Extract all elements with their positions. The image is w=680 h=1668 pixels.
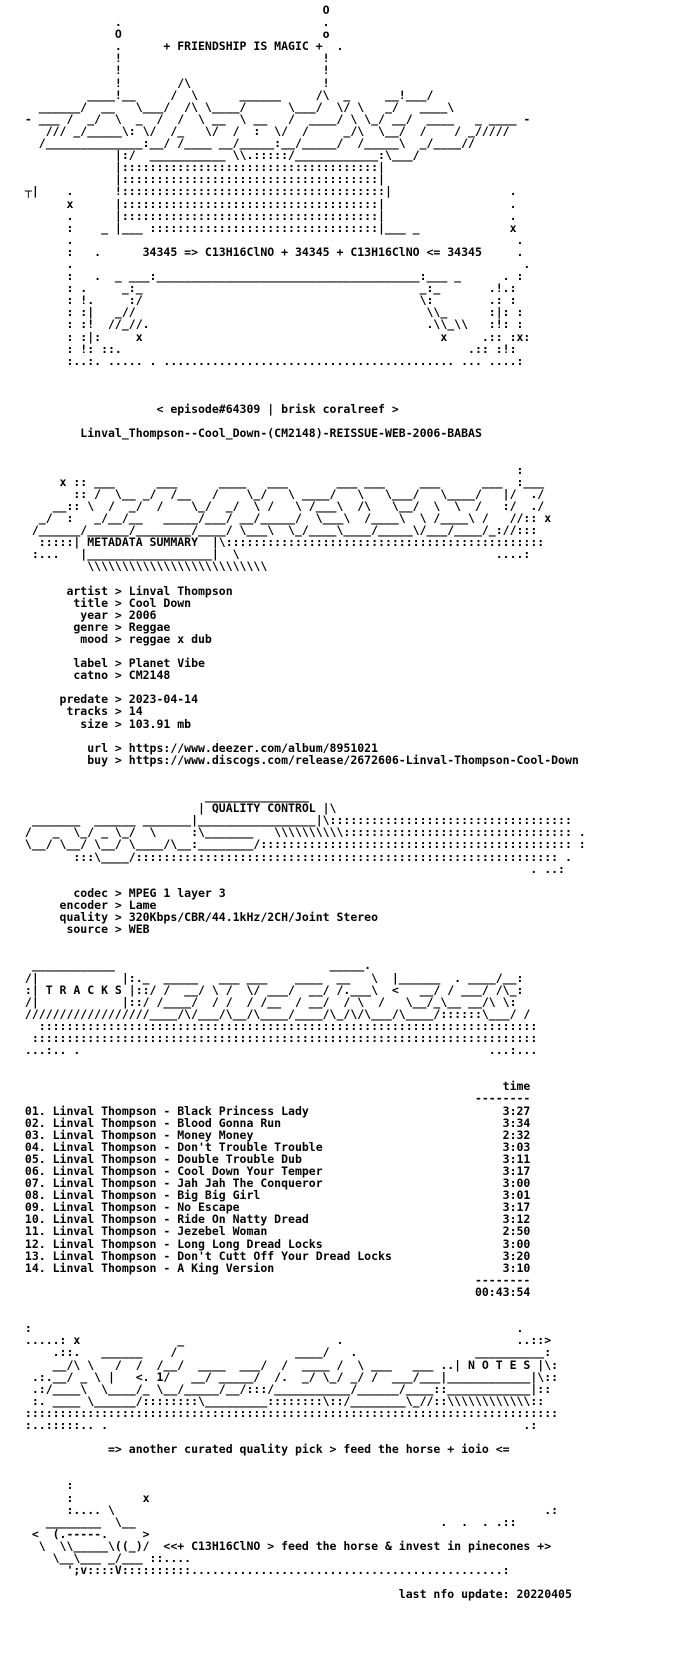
- track-row: 01. Linval Thompson - Black Princess Lady 3:27: [18, 1103, 531, 1118]
- quality-header-art: :::\____/::::::::::::::::::::::::::::::::::::::::::::::::::::::::::::: .: [18, 849, 572, 864]
- header-art-line: ____!__ / \ ______ /\ _ __!___/: [18, 87, 434, 102]
- notes-header-art: __/\ \ / / /__/ ____ ___/ / ____ / \ ___ ___ ..| N O T E S |\:: [18, 1357, 559, 1372]
- quality-codec: codec > MPEG 1 layer 3: [18, 885, 226, 900]
- tracks-header-art: /| |::/ /____/ / / / /__ / __/ / \ / \__/_\__ __/\ \:: [18, 994, 517, 1009]
- header-art-line: O: [18, 3, 330, 17]
- header-art-line: :..:. ..... . .......................................... ... ....:: [18, 353, 524, 368]
- header-art-line: : _ |___ :::::::::::::::::::::::::::::::::|___ _ x: [18, 220, 517, 235]
- header-art-line: ! !: [18, 51, 330, 66]
- track-row: 09. Linval Thompson - No Escape 3:17: [18, 1200, 531, 1215]
- quality-encoder: encoder > Lame: [18, 897, 157, 912]
- footer-art: \ \\_____\((_)/ <<+ C13H16ClNO > feed the horse & invest in pinecones +>: [18, 1538, 552, 1553]
- header-art-line: : . _ ___:______________________________________:___ _ . :: [18, 269, 524, 284]
- header-art-line: : . _:_ _:_ .!.:: [18, 281, 517, 296]
- quality-quality: quality > 320Kbps/CBR/44.1kHz/2CH/Joint Stereo: [18, 910, 379, 925]
- tracklist-time-header: time: [18, 1079, 531, 1094]
- meta-mood: mood > reggae x dub: [18, 631, 212, 646]
- meta-size: size > 103.91 mb: [18, 716, 192, 731]
- header-art-line: : :|: x x .:: :x:: [18, 329, 531, 344]
- footer-art: : x: [18, 1490, 150, 1505]
- metadata-header-art: \\\\\\\\\\\\\\\\\\\\\\\\\\: [18, 559, 268, 574]
- tracks-header-art: :| T R A C K S |::/ / __/ \ / \/ ___/ __/ /.___\ < __/ / ___/ /\_:: [18, 982, 524, 997]
- quality-header-art: . ..:: [18, 861, 565, 876]
- meta-genre: genre > Reggae: [18, 619, 171, 634]
- header-art-line: ! /\ !: [18, 75, 330, 90]
- tracks-header-art: ::::::::::::::::::::::::::::::::::::::::::::::::::::::::::::::::::::::::: [18, 1018, 538, 1033]
- meta-predate: predate > 2023-04-14: [18, 692, 199, 707]
- header-art-line: |:::::::::::::::::::::::::::::::::::::|: [18, 160, 385, 175]
- track-row: 13. Linval Thompson - Don't Cutt Off Your Dread Locks 3:20: [18, 1248, 531, 1263]
- meta-tracks: tracks > 14: [18, 704, 143, 719]
- metadata-header-art: /______/______/________/____/ \___\ \_/____\____/_____\/___/____/_://:::: [18, 523, 538, 538]
- footer-art: < (.-----. >: [18, 1526, 150, 1541]
- episode-line: < episode#64309 | brisk coralreef >: [18, 402, 399, 417]
- tracks-header-art: :::::::::::::::::::::::::::::::::::::::::::::::::::::::::::::::::::::::::: [18, 1030, 538, 1045]
- header-art-line: : !. :/ \: .: :: [18, 293, 517, 308]
- track-row: 02. Linval Thompson - Blood Gonna Run 3:34: [18, 1115, 531, 1130]
- track-row: 14. Linval Thompson - A King Version 3:10: [18, 1260, 531, 1275]
- tracks-header-art: /| |:._ _____ ___ ___ ____ __ \ |______ . ____/__:: [18, 970, 524, 985]
- metadata-header-art: :: / \__ _/ /__ / \_/ \ ____/ \ \___/ \____/ |/ ./: [18, 486, 545, 501]
- metadata-header-art: :... |__________________| \ ....:: [18, 547, 531, 562]
- meta-artist: artist > Linval Thompson: [18, 583, 233, 598]
- meta-year: year > 2006: [18, 607, 157, 622]
- header-art-line: x |:::::::::::::::::::::::::::::::::::::| .: [18, 196, 517, 211]
- notes-header-art: .:/____\ \____/_ \__/_____/__/:::/___________/______/____::____________|::: [18, 1381, 552, 1396]
- meta-label: label > Planet Vibe: [18, 656, 205, 671]
- quality-header-art: _______________: [18, 789, 309, 804]
- meta-url: url > https://www.deezer.com/album/8951021: [18, 740, 379, 755]
- header-art-line: : :| _// \\_ :|: :: [18, 305, 524, 320]
- header-art-line: |:::::::::::::::::::::::::::::::::::::|: [18, 172, 385, 187]
- header-art-line: /______________:__/ /____ __/_____:__/_____/ /_____\ _/____//: [18, 136, 475, 151]
- tracklist-divider: --------: [18, 1272, 531, 1287]
- header-art-line: . + FRIENDSHIP IS MAGIC + .: [18, 39, 344, 54]
- quality-header-art: / _ \_/ _ \_/ \ :\_______ \\\\\\\\\\::::::::::::::::::::::::::::::::: .: [18, 825, 586, 840]
- track-row: 05. Linval Thompson - Double Trouble Dub 3:11: [18, 1151, 531, 1166]
- notes-header-art: :..:::::.. . .:: [18, 1417, 538, 1432]
- header-art-line: . |:::::::::::::::::::::::::::::::::::::| .: [18, 208, 517, 223]
- track-row: 06. Linval Thompson - Cool Down Your Temper 3:17: [18, 1164, 531, 1178]
- tracklist-divider: --------: [18, 1091, 531, 1106]
- notes-header-art: : .: [18, 1321, 524, 1336]
- metadata-header-art: _/ : _/__/__ _____/___/ __/_____/ \___\ /____\ \ /____\ / //:: x: [18, 510, 552, 525]
- notes-header-art: :::::::::::::::::::::::::::::::::::::::::::::::::::::::::::::::::::::::::::::: [18, 1405, 559, 1420]
- meta-buy: buy > https://www.discogs.com/release/2672606-Linval-Thompson-Cool-Down: [18, 752, 579, 767]
- header-art-line: - ___ / _/ \ _ / / \ __ \ __ / ____/ \ \_/ __/ ____ _ ____ -: [18, 111, 531, 126]
- quality-header-art: \__/ \__/ \__/ \____/\__:________/::::::::::::::::::::::::::::::::::::::::::::: :: [18, 837, 586, 852]
- release-name: Linval_Thompson--Cool_Down-(CM2148)-REISSUE-WEB-2006-BABAS: [18, 426, 482, 441]
- track-row: 10. Linval Thompson - Ride On Natty Dread 3:12: [18, 1212, 531, 1227]
- header-art-line: : !: ::. .:: :!:: [18, 341, 517, 356]
- footer-art: \__\___ _/___ ::....: [18, 1551, 192, 1565]
- track-row: 08. Linval Thompson - Big Big Girl 3:01: [18, 1188, 531, 1203]
- notes-header-art: .::. ______ / ____/ . __________:: [18, 1345, 552, 1360]
- meta-title: title > Cool Down: [18, 595, 192, 610]
- quality-header-art: | QUALITY CONTROL |\: [18, 801, 337, 816]
- quality-header-art: _______ ______ _______|_________________|\:::::::::::::::::::::::::::::::::::: [18, 813, 572, 828]
- track-row: 03. Linval Thompson - Money Money 2:32: [18, 1127, 531, 1142]
- tracks-header-art: //////////////////____/\/___/\__/\____/____/\_/\/\___/\____/::::::\___/ /: [18, 1006, 531, 1021]
- last-update: last nfo update: 20220405: [18, 1587, 572, 1602]
- footer-art: ';v::::V::::::::::.............................................:: [18, 1563, 510, 1578]
- track-row: 11. Linval Thompson - Jezebel Woman 2:50: [18, 1224, 531, 1239]
- notes-header-art: .....: x _ . ..::>: [18, 1333, 552, 1348]
- header-art-line: . .: [18, 256, 531, 271]
- header-art-line: ______/ __ \___/ /\ \____/ \___/ \/ \ _/ ____\: [18, 99, 455, 114]
- metadata-header-art: __:: \ / _/ / \_/ _/ \ / \ /___\ /\ \__/ \ \ / :/ ./: [18, 498, 545, 513]
- track-row: 04. Linval Thompson - Don't Trouble Trouble 3:03: [18, 1139, 531, 1154]
- header-art-line: ┬| . !::::::::::::::::::::::::::::::::::::::| .: [18, 184, 517, 199]
- header-art-line: : . 34345 => C13H16ClNO + 34345 + C13H16ClNO <= 34345 .: [18, 244, 524, 259]
- metadata-header-art: :::::| METADATA SUMMARY |\::::::::::::::::::::::::::::::::::::::::::::::: [18, 535, 545, 550]
- metadata-header-art: x :: ___ ___ ____ ___ ___ ___ ___ ___ :___: [18, 474, 545, 489]
- notes-header-art: :. ____ \______/::::::::\_________::::::::\::/________\_//::\\\\\\\\\\\\::: [18, 1393, 545, 1408]
- notes-header-art: .:.__/ _ \ | <. 1/ __/ _____/ /. _/ \_/ _/ / ___/___|____________|\::: [18, 1369, 559, 1384]
- header-art-line: . .: [18, 232, 524, 247]
- tracklist-total: 00:43:54: [18, 1284, 531, 1299]
- header-art-line: ! !: [18, 63, 330, 78]
- footer-art: :: [18, 1478, 74, 1493]
- header-art-line: . .: [18, 15, 330, 30]
- tagline: => another curated quality pick > feed the horse + ioio <=: [18, 1442, 510, 1457]
- header-art-line: : :! //_//. .\\_\\ :!: :: [18, 317, 524, 332]
- footer-art: :.... \ .:: [18, 1502, 559, 1517]
- meta-catno: catno > CM2148: [18, 668, 171, 683]
- metadata-header-art: :: [18, 462, 524, 477]
- header-art-line: /// _/_____\: \/ /_ \/ / : \/ / _/\ \__/ / / _/////: [18, 123, 510, 138]
- track-row: 07. Linval Thompson - Jah Jah The Conqueror 3:00: [18, 1176, 531, 1191]
- footer-art: ________ \__ . . . .::: [18, 1514, 517, 1529]
- quality-source: source > WEB: [18, 922, 150, 937]
- tracks-header-art: ...:.. . ...:...: [18, 1043, 538, 1058]
- track-row: 12. Linval Thompson - Long Long Dread Locks 3:00: [18, 1236, 531, 1251]
- header-art-line: O o: [18, 27, 330, 42]
- header-art-line: |:/ ___________ \\.:::::/____________:\___/: [18, 148, 420, 163]
- tracks-header-art: ____________ _____.: [18, 958, 372, 973]
